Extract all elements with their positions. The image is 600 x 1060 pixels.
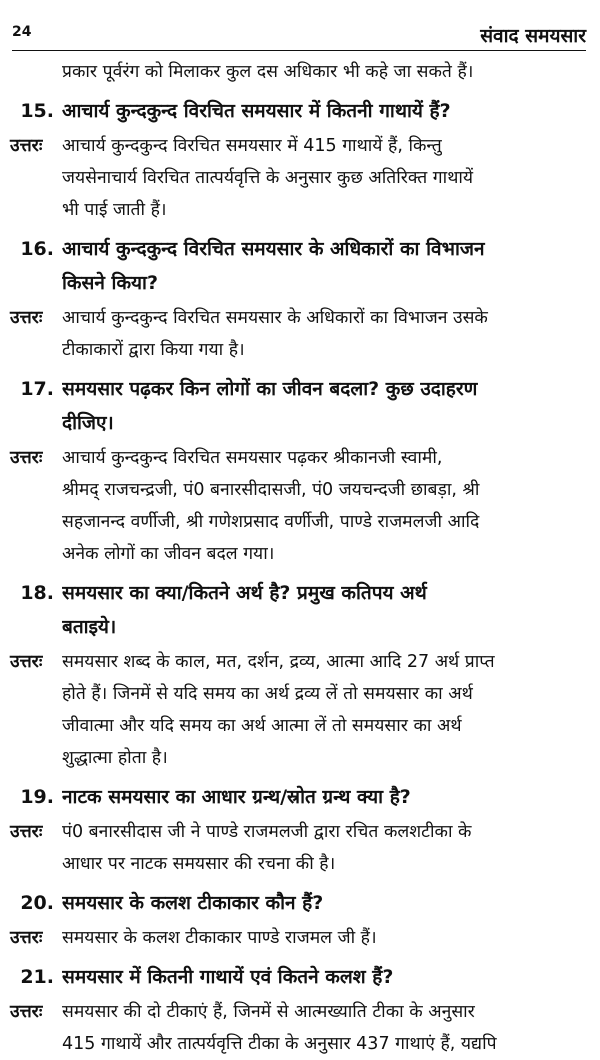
answer-label: उत्तरः (10, 308, 43, 328)
question-19 (10, 780, 586, 814)
answer-line: समयसार शब्द के काल, मत, दर्शन, द्रव्य, आत्मा आदि 27 अर्थ प्राप्त (62, 652, 495, 672)
question-text (62, 94, 586, 128)
question-text (62, 576, 586, 644)
answer-line: आचार्य कुन्दकुन्द विरचित समयसार के अधिकारों का विभाजन उसके (62, 308, 488, 328)
answer-15 (10, 130, 586, 226)
question-line: बताइये। (62, 616, 117, 638)
running-title: संवाद समयसार (480, 25, 586, 47)
question-18 (10, 576, 586, 644)
answer-text (62, 646, 586, 774)
question-number: 16. (20, 238, 54, 260)
answer-line: शुद्धात्मा होता है। (62, 748, 168, 768)
answer-text (62, 996, 586, 1060)
answer-line: जीवात्मा और यदि समय का अर्थ आत्मा लें तो समयसार का अर्थ (62, 716, 462, 736)
question-text (62, 960, 586, 994)
page-content (10, 56, 586, 1060)
answer-text (62, 442, 586, 570)
qa-list (10, 94, 586, 1060)
answer-line: जयसेनाचार्य विरचित तात्पर्यवृत्ति के अनुसार कुछ अतिरिक्त गाथायें (62, 168, 474, 188)
question-line: समयसार पढ़कर किन लोगों का जीवन बदला? कुछ उदाहरण (62, 378, 478, 400)
answer-line: आचार्य कुन्दकुन्द विरचित समयसार में 415 गाथायें हैं, किन्तु (62, 136, 442, 156)
question-line: आचार्य कुन्दकुन्द विरचित समयसार में कितनी गाथायें हैं? (62, 100, 451, 122)
answer-text (62, 302, 586, 366)
answer-17 (10, 442, 586, 570)
question-17 (10, 372, 586, 440)
question-line: किसने किया? (62, 272, 158, 294)
answer-line: 415 गाथायें और तात्पर्यवृत्ति टीका के अनुसार 437 गाथाएं हैं, यद्यपि (62, 1034, 497, 1054)
question-20 (10, 886, 586, 920)
question-21 (10, 960, 586, 994)
answer-label: उत्तरः (10, 822, 43, 842)
question-number: 19. (20, 786, 54, 808)
answer-line: होते हैं। जिनमें से यदि समय का अर्थ द्रव्य लें तो समयसार का अर्थ (62, 684, 473, 704)
question-number: 18. (20, 582, 54, 604)
answer-line: आधार पर नाटक समयसार की रचना की है। (62, 854, 336, 874)
question-text (62, 232, 586, 300)
question-16 (10, 232, 586, 300)
question-line: नाटक समयसार का आधार ग्रन्थ/स्रोत ग्रन्थ क्या है? (62, 786, 411, 808)
question-text (62, 780, 586, 814)
answer-text (62, 816, 586, 880)
answer-label: उत्तरः (10, 1002, 43, 1022)
answer-line: समयसार की दो टीकाएं हैं, जिनमें से आत्मख्याति टीका के अनुसार (62, 1002, 475, 1022)
answer-label: उत्तरः (10, 136, 43, 156)
question-number: 21. (20, 966, 54, 988)
answer-line: भी पाई जाती हैं। (62, 200, 167, 220)
answer-text (62, 922, 586, 954)
answer-label: उत्तरः (10, 928, 43, 948)
question-15 (10, 94, 586, 128)
answer-18 (10, 646, 586, 774)
question-line: समयसार के कलश टीकाकार कौन हैं? (62, 892, 324, 914)
question-number: 15. (20, 100, 54, 122)
question-number: 17. (20, 378, 54, 400)
question-line: दीजिए। (62, 412, 114, 434)
answer-text (62, 130, 586, 226)
intro-line: प्रकार पूर्वरंग को मिलाकर कुल दस अधिकार भी कहे जा सकते हैं। (62, 62, 474, 82)
question-line: समयसार का क्या/कितने अर्थ है? प्रमुख कतिपय अर्थ (62, 582, 427, 604)
answer-19 (10, 816, 586, 880)
answer-16 (10, 302, 586, 366)
answer-20 (10, 922, 586, 954)
answer-21 (10, 996, 586, 1060)
question-number: 20. (20, 892, 54, 914)
question-line: आचार्य कुन्दकुन्द विरचित समयसार के अधिकारों का विभाजन (62, 238, 485, 260)
answer-line: अनेक लोगों का जीवन बदल गया। (62, 544, 275, 564)
question-text (62, 372, 586, 440)
answer-line: श्रीमद् राजचन्द्रजी, पं0 बनारसीदासजी, पं0 जयचन्दजी छाबड़ा, श्री (62, 480, 480, 500)
question-text (62, 886, 586, 920)
question-line: समयसार में कितनी गाथायें एवं कितने कलश हैं? (62, 966, 394, 988)
page-number: 24 (12, 24, 32, 40)
page-header (12, 22, 586, 51)
answer-label: उत्तरः (10, 652, 43, 672)
answer-line: पं0 बनारसीदास जी ने पाण्डे राजमलजी द्वारा रचित कलशटीका के (62, 822, 472, 842)
answer-line: टीकाकारों द्वारा किया गया है। (62, 340, 245, 360)
answer-line: समयसार के कलश टीकाकार पाण्डे राजमल जी हैं। (62, 928, 377, 948)
answer-line: आचार्य कुन्दकुन्द विरचित समयसार पढ़कर श्रीकानजी स्वामी, (62, 448, 443, 468)
answer-label: उत्तरः (10, 448, 43, 468)
answer-line: सहजानन्द वर्णीजी, श्री गणेशप्रसाद वर्णीजी, पाण्डे राजमलजी आदि (62, 512, 480, 532)
